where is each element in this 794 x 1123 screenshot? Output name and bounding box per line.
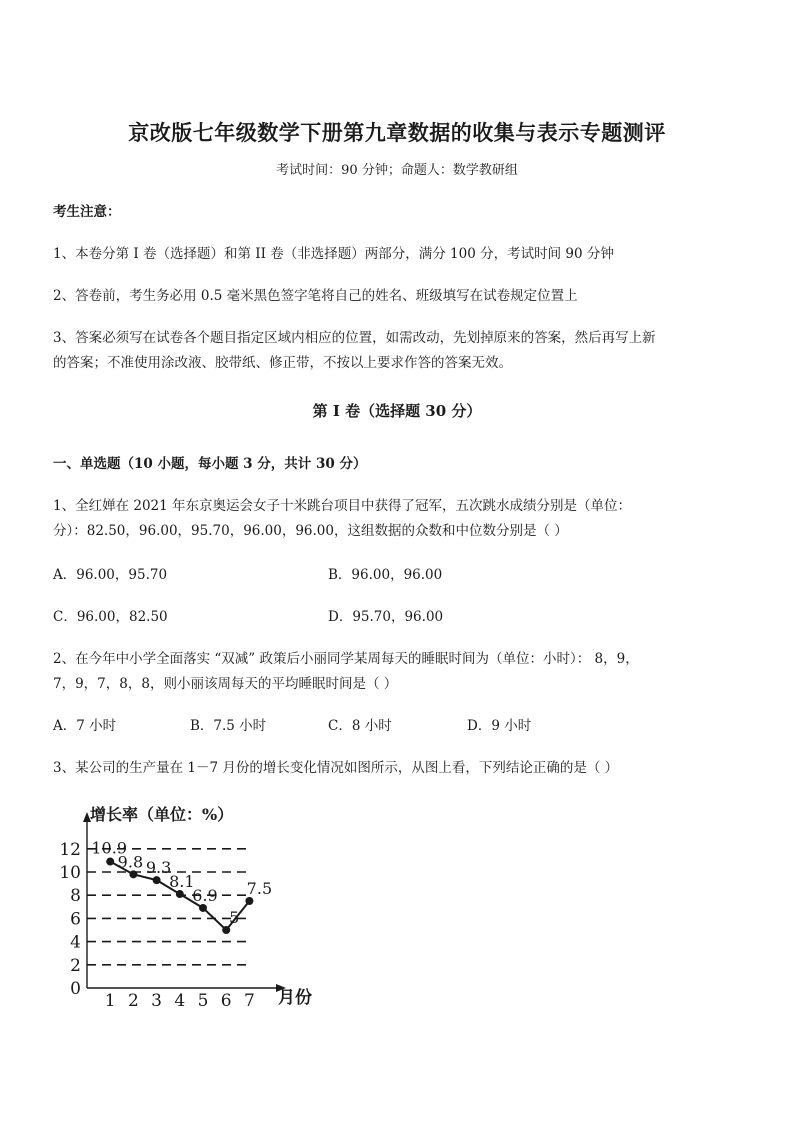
data-label: 9.3 — [145, 858, 172, 878]
chart-x-axis-label: 月份 — [278, 988, 312, 1008]
notice-item-3-cont: 的答案；不准使用涂改液、胶带纸、修正带，不按以上要求作答的答案无效。 — [53, 355, 512, 371]
question-1-option-c[interactable]: C．96.00，82.50 — [53, 609, 168, 625]
y-tick-label: 4 — [70, 932, 81, 953]
x-tick-label: 1 — [104, 991, 116, 1010]
data-label: 8.1 — [169, 872, 195, 892]
question-2-option-b[interactable]: B．7.5 小时 — [190, 718, 267, 734]
notice-heading: 考生注意： — [53, 204, 121, 220]
x-tick-label: 4 — [174, 991, 186, 1010]
page-title: 京改版七年级数学下册第九章数据的收集与表示专题测评 — [128, 120, 666, 145]
question-2-option-a[interactable]: A．7 小时 — [53, 718, 117, 734]
data-point — [199, 904, 207, 912]
section-title: 第 I 卷（选择题 30 分） — [312, 402, 482, 420]
data-label: 7.5 — [246, 879, 273, 898]
x-tick-label: 6 — [220, 991, 232, 1010]
y-tick-label: 12 — [59, 839, 81, 860]
data-point — [245, 897, 253, 905]
question-1-option-d[interactable]: D．95.70，96.00 — [328, 609, 444, 625]
data-point — [153, 876, 161, 884]
data-label: 9.8 — [117, 852, 144, 872]
question-1-option-b[interactable]: B．96.00，96.00 — [328, 567, 443, 583]
question-3-stem-line-1: 3、某公司的生产量在 1－7 月份的增长变化情况如图所示，从图上看，下列结论正确的是（ ） — [53, 760, 619, 776]
question-2-stem-line-1: 2、在今年中小学全面落实 “双减” 政策后小丽同学某周每天的睡眠时间为（单位：小时）： 8，9， — [53, 651, 639, 667]
data-label: 6.9 — [192, 885, 218, 905]
data-label: 10.9 — [91, 838, 128, 858]
question-2-option-c[interactable]: C．8 小时 — [328, 718, 392, 734]
y-tick-label: 0 — [70, 979, 81, 999]
y-tick-label: 6 — [70, 909, 81, 930]
y-tick-label: 10 — [59, 863, 81, 883]
question-1-stem-line-1: 1、全红婵在 2021 年东京奥运会女子十米跳台项目中获得了冠军，五次跳水成绩分别是（单位： — [53, 498, 632, 514]
x-tick-label: 7 — [243, 991, 255, 1010]
question-1-option-a[interactable]: A．96.00，95.70 — [53, 567, 168, 583]
notice-item-1: 1、本卷分第 I 卷（选择题）和第 II 卷（非选择题）两部分，满分 100 分，考试时间 90 分钟 — [53, 246, 614, 262]
x-tick-label: 5 — [197, 991, 209, 1010]
y-tick-label: 2 — [70, 955, 81, 976]
part-title: 一、单选题（10 小题，每小题 3 分，共计 30 分） — [53, 456, 367, 472]
data-point — [176, 890, 184, 898]
data-point — [106, 858, 114, 866]
notice-item-3: 3、答案必须写在试卷各个题目指定区域内相应的位置，如需改动，先划掉原来的答案，然后再写上新 — [53, 330, 656, 346]
question-2-stem-line-2: 7，9，7，8，8，则小丽该周每天的平均睡眠时间是（ ） — [53, 676, 398, 692]
x-tick-label: 2 — [127, 991, 139, 1010]
notice-item-2: 2、答卷前，考生务必用 0.5 毫米黑色签字笔将自己的姓名、班级填写在试卷规定位置上 — [53, 288, 578, 304]
growth-rate-line-chart — [50, 798, 330, 1010]
data-label: 5 — [229, 908, 240, 927]
question-2-option-d[interactable]: D．9 小时 — [467, 718, 532, 734]
exam-info: 考试时间：90 分钟；命题人：数学教研组 — [276, 163, 518, 178]
data-point — [129, 870, 137, 878]
question-1-stem-line-2: 分）：82.50，96.00，95.70，96.00，96.00，这组数据的众数和中位数分别是（ ） — [53, 523, 568, 539]
x-tick-label: 3 — [151, 991, 163, 1010]
y-tick-label: 8 — [70, 886, 81, 907]
data-point — [222, 926, 230, 934]
chart-title: 增长率（单位：%） — [90, 805, 234, 824]
chart-data-labels — [91, 839, 272, 927]
